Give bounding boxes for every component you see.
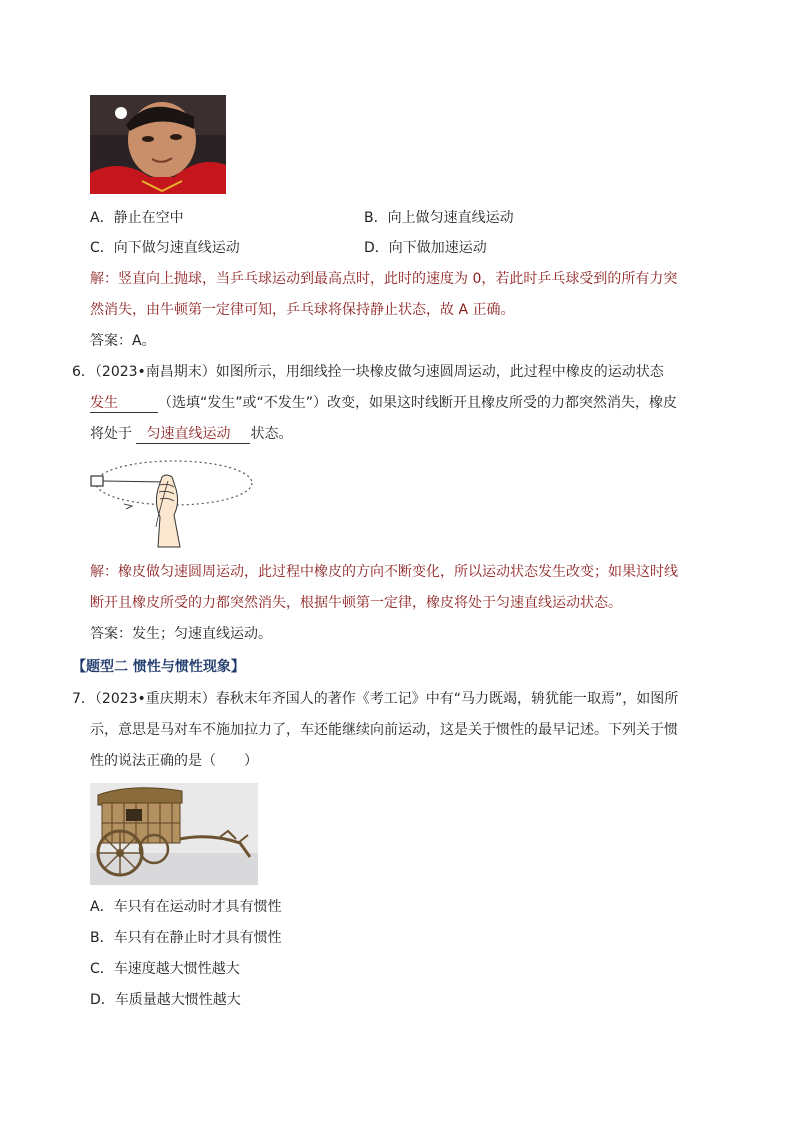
table-tennis-photo — [90, 95, 226, 194]
q6-blank1: 发生 — [90, 394, 158, 413]
q5-answer: 答案：A。 — [90, 333, 156, 349]
q5-option-c: C．向下做匀速直线运动 — [90, 240, 240, 256]
q7-line2: 示，意思是马对车不施加拉力了，车还能继续向前运动，这是关于惯性的最早记述。下列关于惯 — [90, 722, 678, 738]
q7-option-b: B．车只有在静止时才具有惯性 — [90, 930, 282, 946]
q6-line2 — [90, 394, 677, 413]
q6-line3 — [90, 425, 292, 444]
q5-option-a: A．静止在空中 — [90, 210, 184, 226]
q7-line3: 性的说法正确的是（ ） — [90, 753, 258, 769]
circular-motion-figure — [88, 455, 258, 550]
q5-option-d: D．向下做加速运动 — [364, 240, 487, 256]
q6-line3-suffix: 状态。 — [250, 426, 293, 442]
q6-line1: 6．（2023•南昌期末）如图所示，用细线拴一块橡皮做匀速圆周运动，此过程中橡皮的运动状态 — [72, 364, 664, 380]
table-tennis-illustration — [90, 95, 226, 194]
chariot-photo — [90, 783, 258, 885]
q6-line2-rest: （选填“发生”或“不发生”）改变，如果这时线断开且橡皮所受的力都突然消失，橡皮 — [158, 395, 678, 411]
q6-line3-prefix: 将处于 — [90, 426, 132, 442]
circular-motion-illustration — [88, 455, 258, 550]
q5-solution-line1: 解：竖直向上抛球，当乒乓球运动到最高点时，此时的速度为 0，若此时乒乓球受到的所有力突 — [90, 271, 678, 287]
section-title: 【题型二 惯性与惯性现象】 — [72, 659, 245, 675]
q6-blank2: 匀速直线运动 — [136, 425, 250, 444]
q5-solution-line2: 然消失，由牛顿第一定律可知，乒乓球将保持静止状态，故 A 正确。 — [90, 302, 515, 318]
q7-option-c: C．车速度越大惯性越大 — [90, 961, 240, 977]
q7-option-d: D．车质量越大惯性越大 — [90, 992, 241, 1008]
q6-solution-line1: 解：橡皮做匀速圆周运动，此过程中橡皮的方向不断变化，所以运动状态发生改变；如果这时线 — [90, 564, 678, 580]
ball-icon — [115, 107, 127, 119]
q6-answer: 答案：发生；匀速直线运动。 — [90, 626, 272, 642]
q6-solution-line2: 断开且橡皮所受的力都突然消失，根据牛顿第一定律，橡皮将处于匀速直线运动状态。 — [90, 595, 622, 611]
eraser-icon — [91, 476, 103, 486]
wheel-icon — [98, 831, 142, 875]
chariot-illustration — [90, 783, 258, 885]
hand-icon — [156, 475, 180, 547]
q7-line1: 7．（2023•重庆期末）春秋末年齐国人的著作《考工记》中有“马力既竭，辀犹能一取焉”，如图所 — [72, 691, 679, 707]
q5-option-b: B．向上做匀速直线运动 — [364, 210, 514, 226]
q7-option-a: A．车只有在运动时才具有惯性 — [90, 899, 282, 915]
